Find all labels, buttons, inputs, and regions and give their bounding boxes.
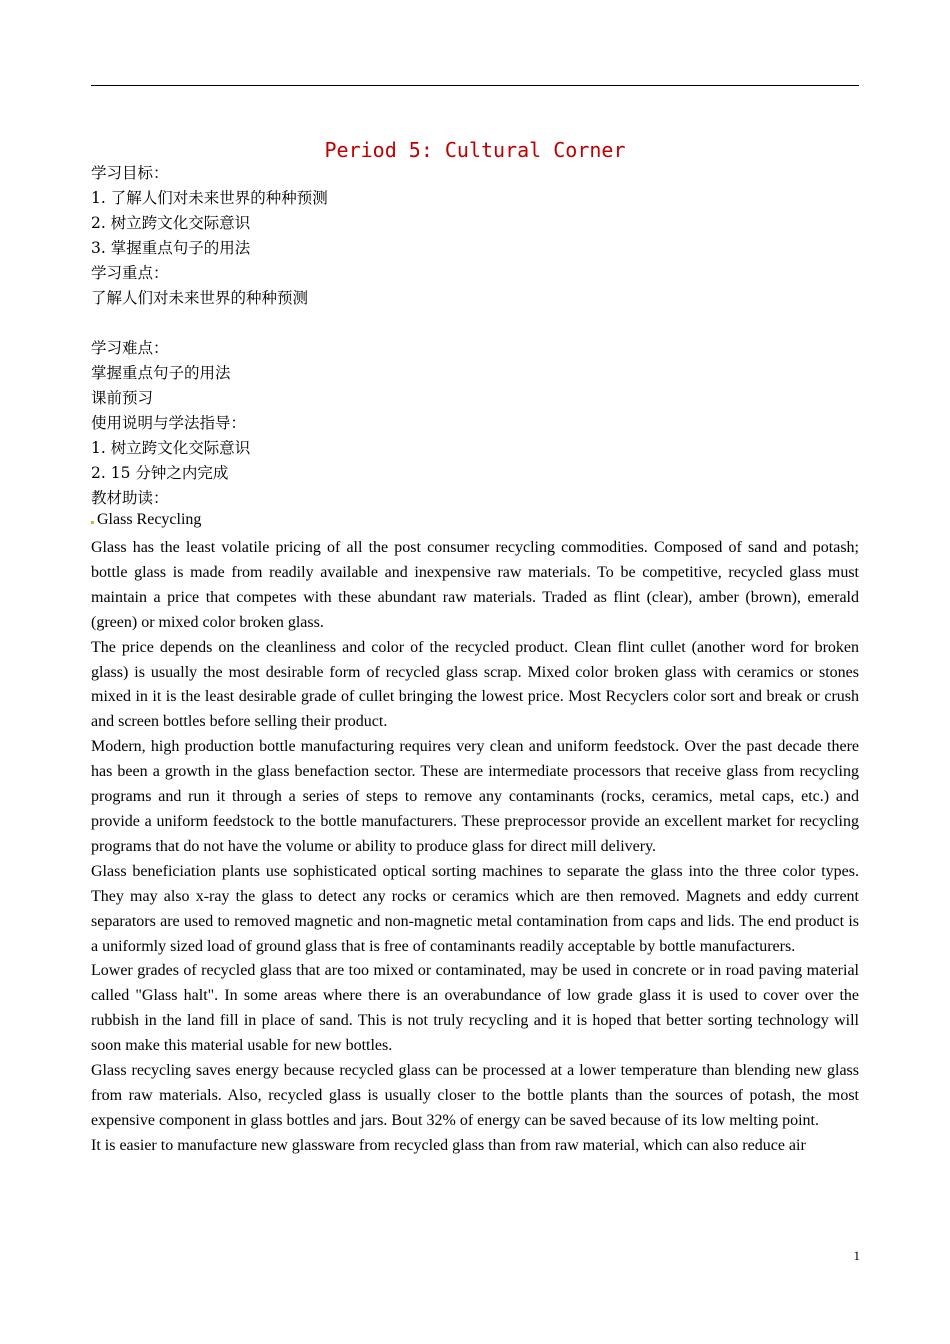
- text-line: 了解人们对未来世界的种种预测: [91, 289, 309, 307]
- marker-dot-icon: [91, 521, 94, 524]
- text-line: 1. 树立跨文化交际意识: [91, 439, 251, 457]
- paragraph: The price depends on the cleanliness and color of the recycled product. Clean flint cullet (another word for broken glass) is usually the most desirable form of recycled glass scrap. Mixed color broken glass with ceramics or stones mixed in it is the least desirable grade of cullet bringing the lowest price. Most Recyclers color sort and break or crush and screen bottles before selling their product.: [91, 638, 859, 731]
- text-line: 2. 树立跨文化交际意识: [91, 214, 251, 232]
- article-body: [91, 536, 859, 1159]
- section-title: Glass Recycling: [97, 511, 202, 528]
- text-line: 学习目标：: [91, 164, 169, 182]
- paragraph: It is easier to manufacture new glassware from recycled glass than from raw material, which can also reduce air: [91, 1136, 806, 1154]
- section-heading: [91, 508, 859, 532]
- text-line: 1. 了解人们对未来世界的种种预测: [91, 189, 328, 207]
- text-line: 教材助读：: [91, 489, 169, 507]
- header-rule: [91, 85, 859, 86]
- page-number: 1: [853, 1248, 860, 1263]
- text-line: 掌握重点句子的用法: [91, 364, 231, 382]
- paragraph: Glass beneficiation plants use sophisticated optical sorting machines to separate the glass into the three color types. They may also x-ray the glass to detect any rocks or ceramics which are then removed. Magnets and eddy current separators are used to removed magnetic and non-magnetic metal contamination from caps and lids. The end product is a uniformly sized load of ground glass that is free of contaminants readily acceptable by bottle manufacturers.: [91, 862, 859, 955]
- text-line: 2. 15 分钟之内完成: [91, 464, 229, 482]
- text-line: 课前预习: [91, 389, 154, 407]
- study-guide-lines: [91, 161, 859, 511]
- paragraph: Modern, high production bottle manufacturing requires very clean and uniform feedstock. Over the past decade there has been a growth in the glass benefaction sector. These are intermediate processors that receive glass from recycling programs and run it through a series of steps to remove any contaminants (rocks, ceramics, metal caps, etc.) and provide a uniform feedstock to the bottle manufacturers. These preprocessor provide an excellent market for recycling programs that do not have the volume or ability to produce glass for direct mill delivery.: [91, 738, 859, 855]
- text-line: 使用说明与学法指导：: [91, 414, 247, 432]
- paragraph: Glass has the least volatile pricing of all the post consumer recycling commodities. Composed of sand and potash; bottle glass is made from readily available and inexpensive raw materials. To be competitive, recycled glass must maintain a price that competes with these abundant raw materials. Traded as flint (clear), amber (brown), emerald (green) or mixed color broken glass.: [91, 539, 859, 631]
- paragraph: Glass recycling saves energy because recycled glass can be processed at a lower temperature than blending new glass from raw materials. Also, recycled glass is usually closer to the bottle plants than the sources of potash, the most expensive component in glass bottles and jars. Bout 32% of energy can be saved because of its low melting point.: [91, 1062, 859, 1129]
- text-line: 学习重点：: [91, 264, 169, 282]
- text-line: 学习难点：: [91, 339, 169, 357]
- paragraph: Lower grades of recycled glass that are too mixed or contaminated, may be used in concrete or in road paving material called "Glass halt". In some areas where there is an overabundance of low grade glass it is used to cover over the rubbish in the land fill in place of sand. This is not truly recycling and it is hoped that better sorting technology will soon make this material usable for new bottles.: [91, 962, 859, 1055]
- blank-line: [91, 311, 859, 336]
- page-title: Period 5: Cultural Corner: [324, 138, 626, 162]
- text-line: 3. 掌握重点句子的用法: [91, 239, 251, 257]
